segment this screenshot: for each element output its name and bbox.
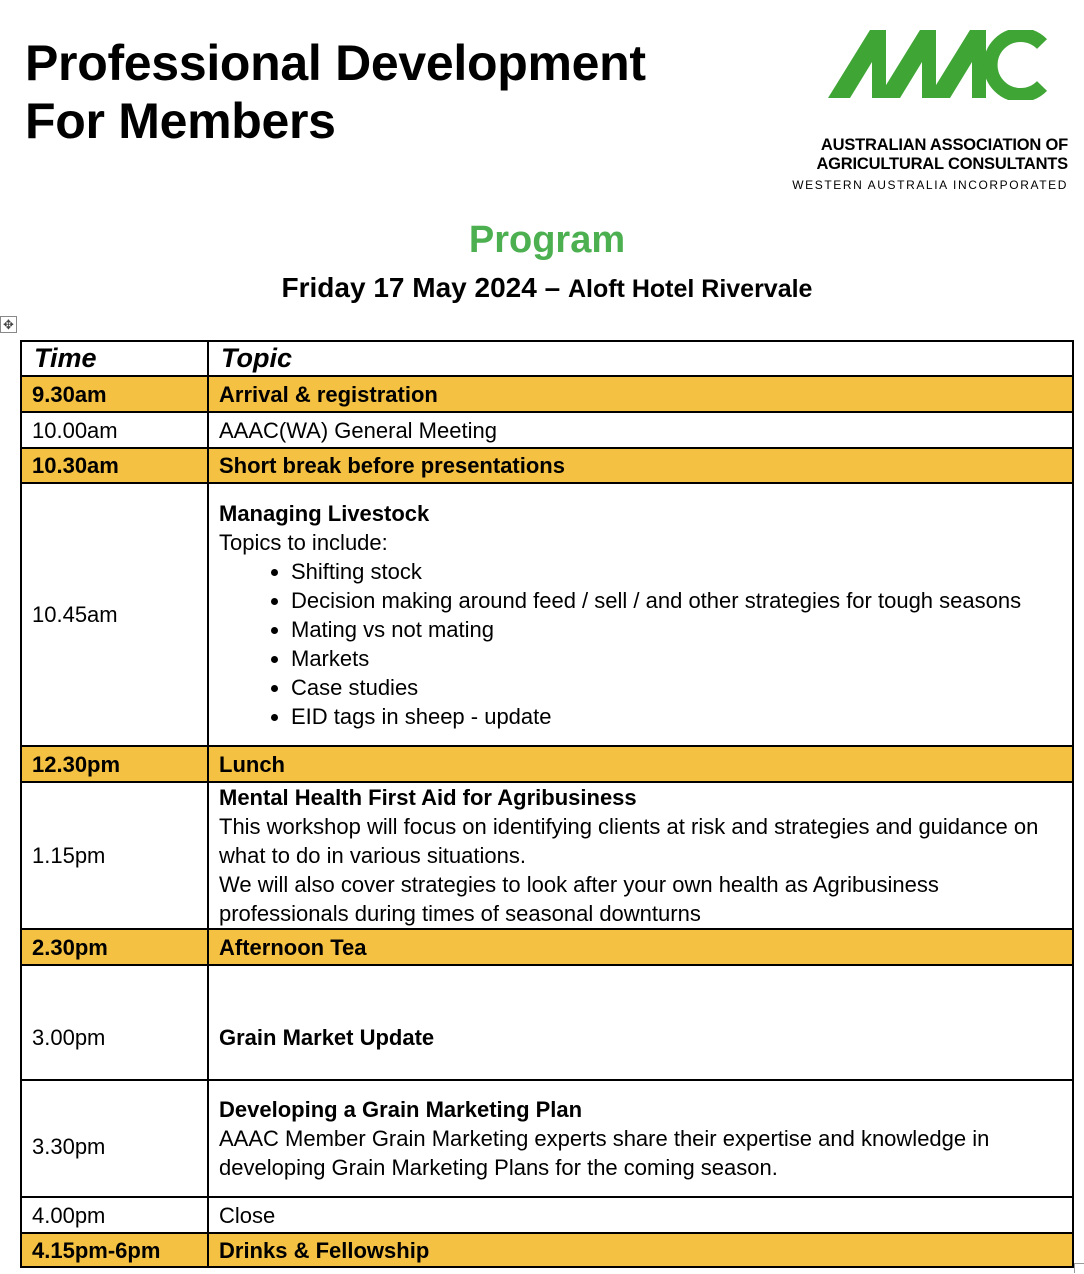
program-table <box>20 340 1074 1268</box>
table-move-handle-icon[interactable]: ✥ <box>0 316 17 333</box>
session-description: We will also cover strategies to look after your own health as Agribusiness professionals during times of seasonal downturns <box>219 872 939 926</box>
row-topic: Arrival & registration <box>208 376 1073 412</box>
list-item: • Decision making around feed / sell / and other strategies for tough seasons <box>291 586 1062 615</box>
table-end-marker <box>1074 1263 1084 1273</box>
row-time: 9.30am <box>21 376 208 412</box>
session-title: Mental Health First Aid for Agribusiness <box>219 785 637 810</box>
row-topic: Drinks & Fellowship <box>208 1233 1073 1267</box>
row-time: 3.30pm <box>21 1080 208 1197</box>
row-topic: Close <box>208 1197 1073 1233</box>
row-time: 4.15pm-6pm <box>21 1233 208 1267</box>
row-topic: Lunch <box>208 746 1073 782</box>
row-time: 12.30pm <box>21 746 208 782</box>
session-description: AAAC Member Grain Marketing experts share their expertise and knowledge in developing Grain Marketing Plans for the coming season. <box>219 1126 990 1180</box>
list-item: • Shifting stock <box>291 557 1062 586</box>
session-description: This workshop will focus on identifying clients at risk and strategies and guidance on what to do in various situations. <box>219 814 1039 868</box>
table-header-row <box>21 341 1073 376</box>
row-topic: AAAC(WA) General Meeting <box>208 412 1073 448</box>
list-item: • Mating vs not mating <box>291 615 1062 644</box>
program-heading: Program <box>468 219 626 261</box>
row-time: 3.00pm <box>21 965 208 1080</box>
table-row <box>21 376 1073 412</box>
logo-line-3: WESTERN AUSTRALIA INCORPORATED <box>792 178 1068 192</box>
aaac-logo-mark <box>828 30 1048 100</box>
row-topic: Grain Market Update <box>208 965 1073 1080</box>
subtitle-dash: – <box>536 272 568 303</box>
session-title: Managing Livestock <box>219 500 430 526</box>
row-time: 2.30pm <box>21 929 208 965</box>
event-venue: Aloft Hotel Rivervale <box>567 275 813 303</box>
session-intro: Topics to include: <box>219 529 388 555</box>
logo-line-2: AGRICULTURAL CONSULTANTS <box>816 155 1068 173</box>
header-topic: Topic <box>208 341 1073 376</box>
event-date: Friday 17 May 2024 <box>281 272 537 303</box>
title-line-2: For Members <box>25 93 336 149</box>
list-item: • Case studies <box>291 673 1062 702</box>
table-row <box>21 1197 1073 1233</box>
table-row <box>21 412 1073 448</box>
row-time: 10.00am <box>21 412 208 448</box>
title-line-1: Professional Development <box>25 35 646 91</box>
table-row <box>21 746 1073 782</box>
row-topic <box>208 483 1073 746</box>
page-title <box>25 34 646 150</box>
table-row <box>21 448 1073 483</box>
row-time: 4.00pm <box>21 1197 208 1233</box>
list-item: • EID tags in sheep - update <box>291 702 1062 731</box>
header-time: Time <box>21 341 208 376</box>
row-time: 1.15pm <box>21 782 208 929</box>
logo-line-1: AUSTRALIAN ASSOCIATION OF <box>820 136 1068 154</box>
table-row <box>21 1233 1073 1267</box>
aaac-logo <box>792 30 1080 196</box>
topic-list <box>219 557 1062 731</box>
row-time: 10.45am <box>21 483 208 746</box>
row-topic <box>208 1080 1073 1197</box>
row-time: 10.30am <box>21 448 208 483</box>
event-subtitle <box>0 271 1084 306</box>
list-item: • Markets <box>291 644 1062 673</box>
table-row <box>21 1080 1073 1197</box>
table-row <box>21 782 1073 929</box>
table-row <box>21 483 1073 746</box>
table-row <box>21 929 1073 965</box>
row-topic: Afternoon Tea <box>208 929 1073 965</box>
table-row <box>21 965 1073 1080</box>
session-title: Developing a Grain Marketing Plan <box>219 1097 583 1122</box>
row-topic <box>208 782 1073 929</box>
row-topic: Short break before presentations <box>208 448 1073 483</box>
